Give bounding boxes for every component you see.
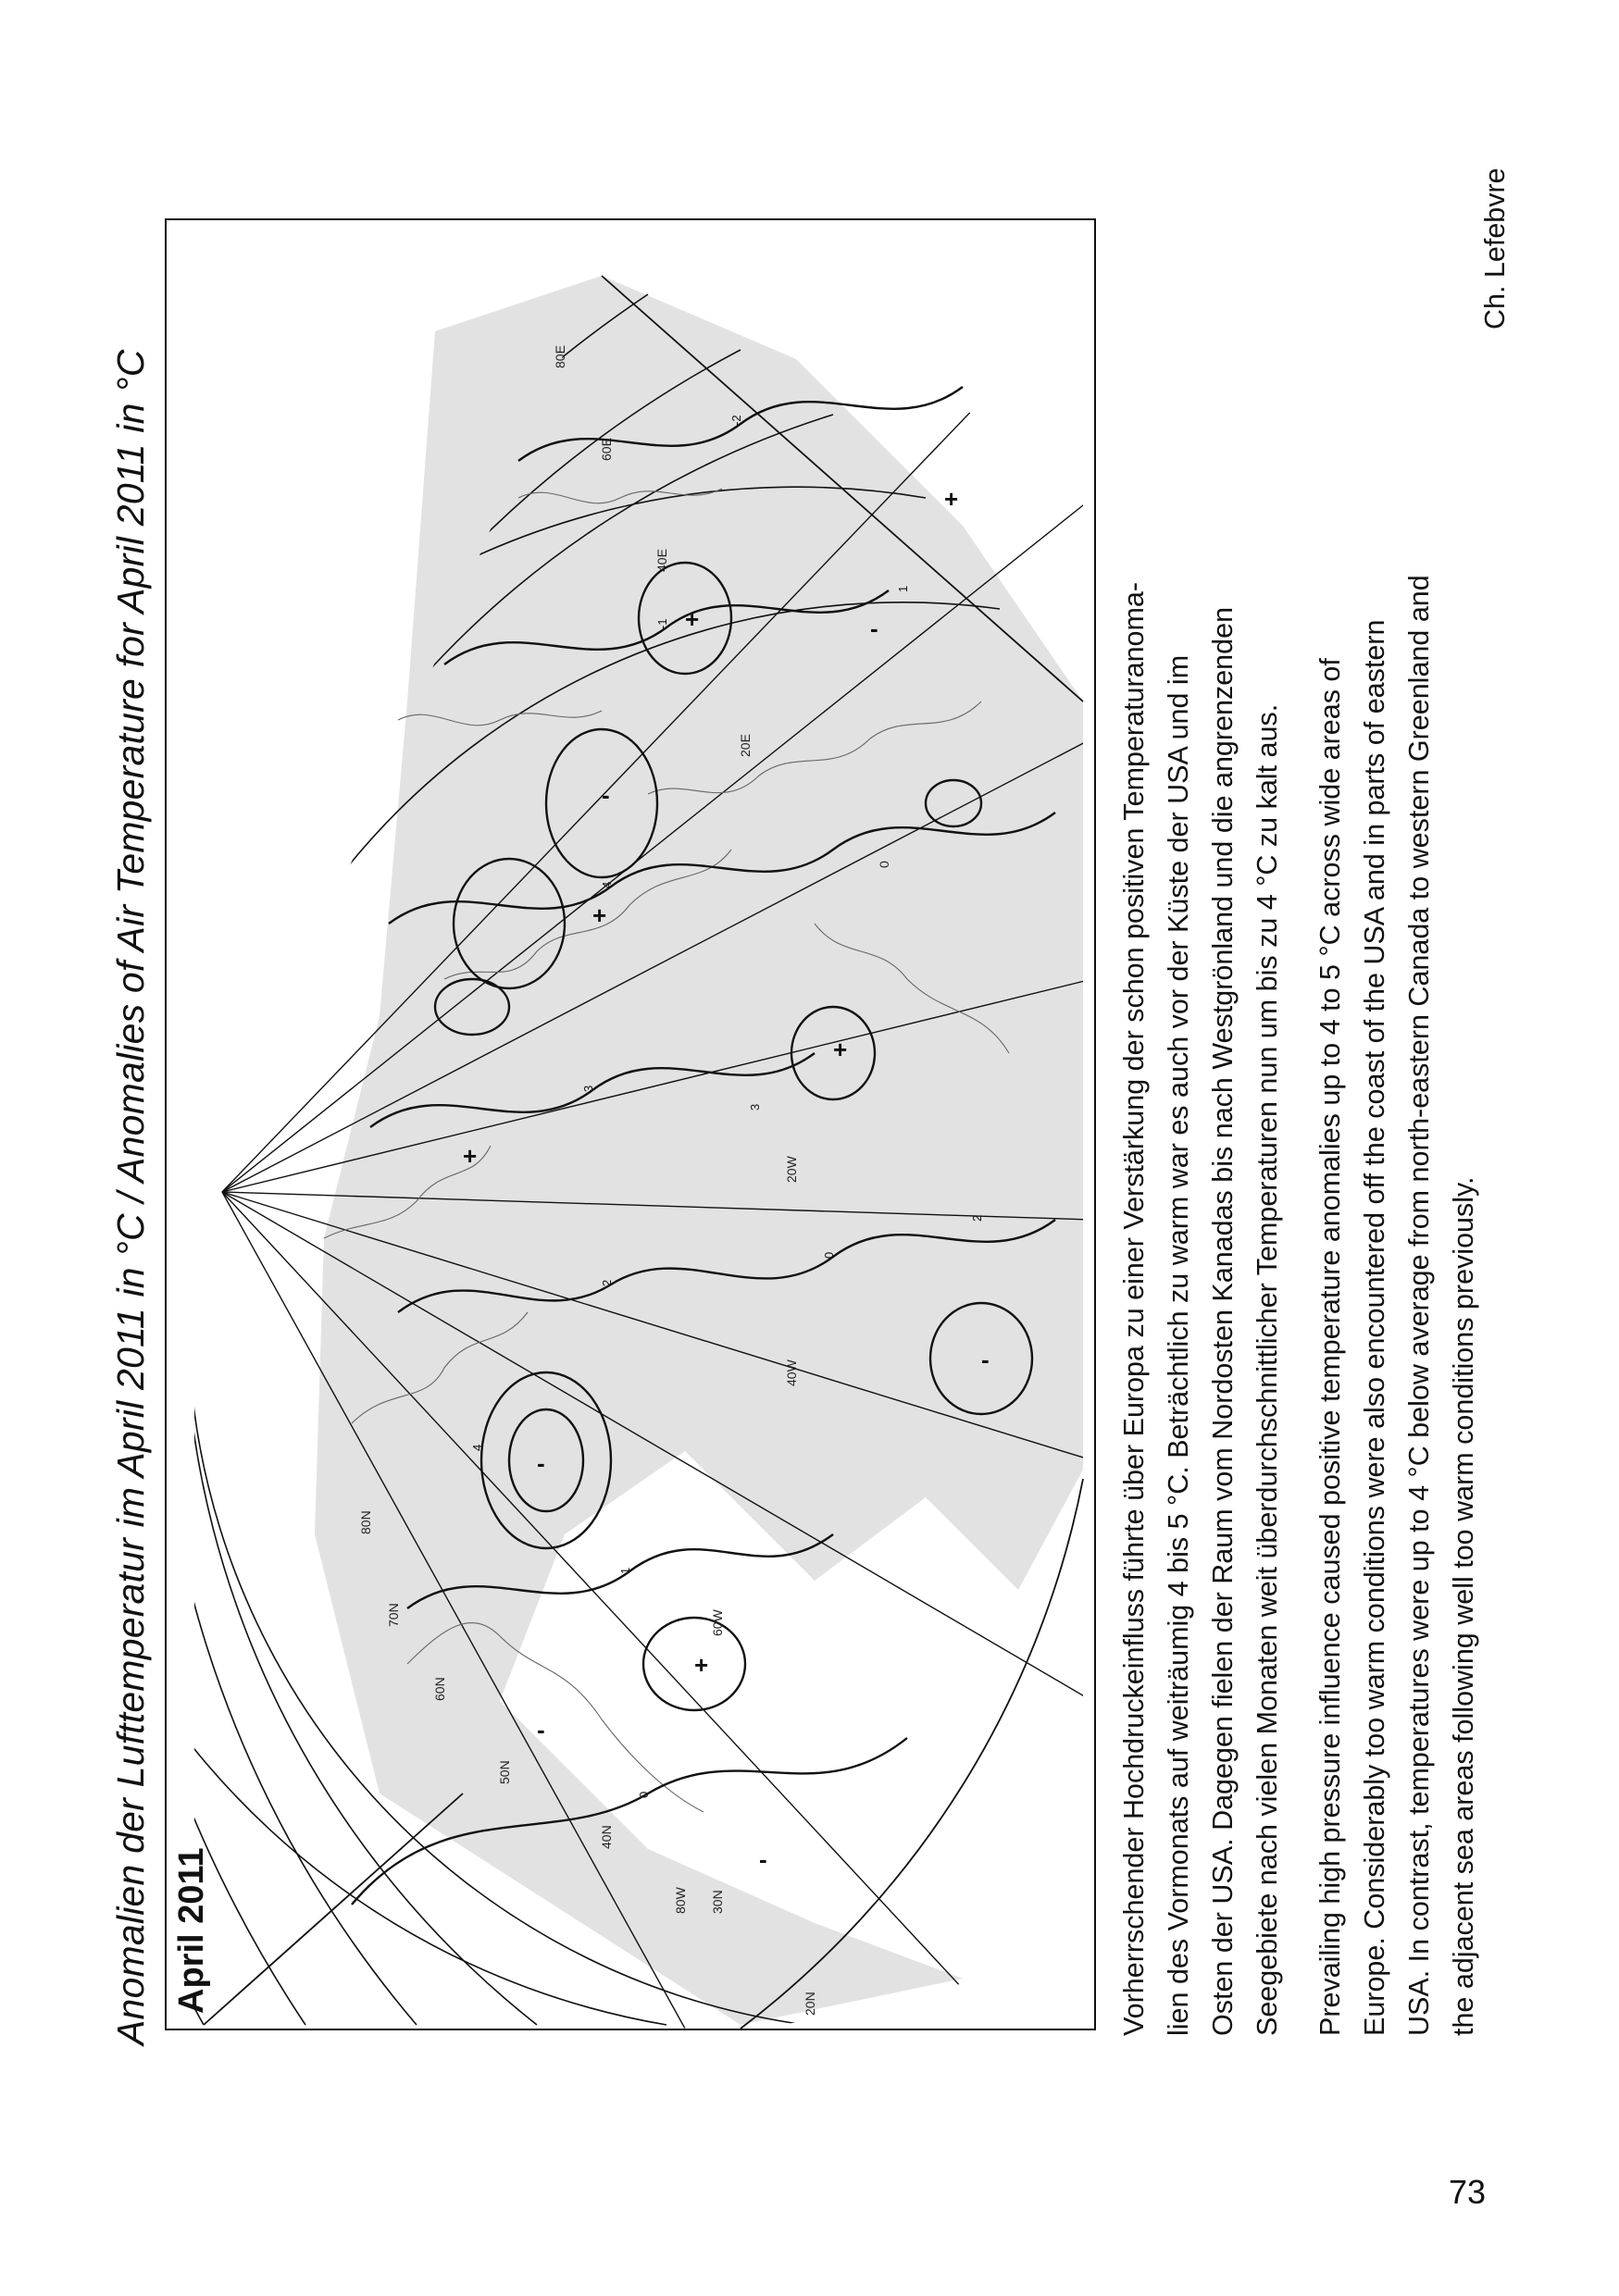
contour-value-label: 3 <box>581 1085 595 1092</box>
contour-value-label: 4 <box>600 881 614 888</box>
map-month-label: April 2011 <box>172 1847 211 2014</box>
caption-line: USA. In contrast, temperatures were up to 4 °C below average from north-eastern Canada to western Greenland and <box>1403 575 1435 2036</box>
grid-label: 50N <box>497 1760 512 1784</box>
negative-anomaly-marker: - <box>981 1346 990 1373</box>
caption-line: Osten der USA. Dagegen fielen der Raum vom Nordosten Kanadas bis nach Westgrönland und die angrenzenden <box>1207 606 1239 2036</box>
contour-value-label: -2 <box>729 415 743 426</box>
grid-label: 60W <box>710 1609 725 1636</box>
page-title: Anomalien der Lufttemperatur im April 2011 in °C / Anomalies of Air Temperature for April 2011 in °C <box>109 349 152 2045</box>
negative-anomaly-marker: - <box>759 1845 767 1873</box>
map-graphic <box>167 220 1094 2029</box>
page-number: 73 <box>1449 2173 1487 2211</box>
contour-value-label: 4 <box>470 1444 484 1451</box>
grid-label: 40W <box>784 1359 799 1386</box>
contour-value-label: 2 <box>970 1214 984 1222</box>
caption-line: Prevailing high pressure influence caused positive temperature anomalies up to 4 to 5 °C across wide areas of <box>1314 658 1346 2036</box>
caption-line: lien des Vormonats auf weiträumig 4 bis 5 °C. Beträchtlich zu warm war es auch vor der Küste der USA und im <box>1163 654 1194 2036</box>
grid-label: 30N <box>710 1890 725 1914</box>
caption-line: Seegebiete nach vielen Monaten weit überdurchschnittlicher Temperaturen nun um bis zu 4 °C zu kalt aus. <box>1252 703 1283 2036</box>
grid-label: 80N <box>358 1510 373 1534</box>
negative-anomaly-marker: - <box>537 1716 545 1744</box>
grid-label: 20E <box>738 734 753 757</box>
positive-anomaly-marker: + <box>592 901 607 929</box>
author-name: Ch. Lefebvre <box>1479 168 1511 329</box>
temperature-anomaly-map <box>165 218 1096 2030</box>
caption-line: Europe. Considerably too warm conditions were also encountered off the coast of the USA and in parts of eastern <box>1359 619 1390 2036</box>
grid-label: 40N <box>599 1825 614 1849</box>
contour-value-label: 0 <box>822 1251 836 1259</box>
grid-label: 80E <box>553 345 567 368</box>
caption-line: Vorherrschender Hochdruckeinfluss führte über Europa zu einer Verstärkung der schon positiven Temperaturanoma- <box>1118 581 1150 2036</box>
grid-label: 60N <box>432 1677 447 1701</box>
contour-value-label: 1 <box>896 585 910 592</box>
grid-label: 80W <box>673 1887 688 1914</box>
grid-label: 40E <box>654 549 669 572</box>
negative-anomaly-marker: - <box>870 614 878 642</box>
contour-value-label: -1 <box>655 618 669 629</box>
grid-label: 0 <box>877 861 891 868</box>
positive-anomaly-marker: + <box>694 1651 709 1679</box>
negative-anomaly-marker: - <box>537 1449 545 1477</box>
contour-value-label: 3 <box>748 1103 762 1111</box>
grid-label: 20W <box>784 1156 799 1183</box>
positive-anomaly-marker: + <box>944 485 959 513</box>
negative-anomaly-marker: - <box>602 781 610 809</box>
positive-anomaly-marker: + <box>463 1142 478 1170</box>
contour-value-label: 1 <box>618 1567 632 1574</box>
caption-line: the adjacent sea areas following well too warm conditions previously. <box>1448 1176 1479 2036</box>
contour-value-label: 2 <box>600 1279 614 1286</box>
positive-anomaly-marker: + <box>685 605 700 633</box>
grid-label: 60E <box>599 438 614 461</box>
grid-label: 20N <box>803 1992 817 2016</box>
positive-anomaly-marker: + <box>833 1036 848 1063</box>
contour-value-label: 0 <box>637 1791 651 1798</box>
grid-label: 70N <box>386 1603 401 1627</box>
